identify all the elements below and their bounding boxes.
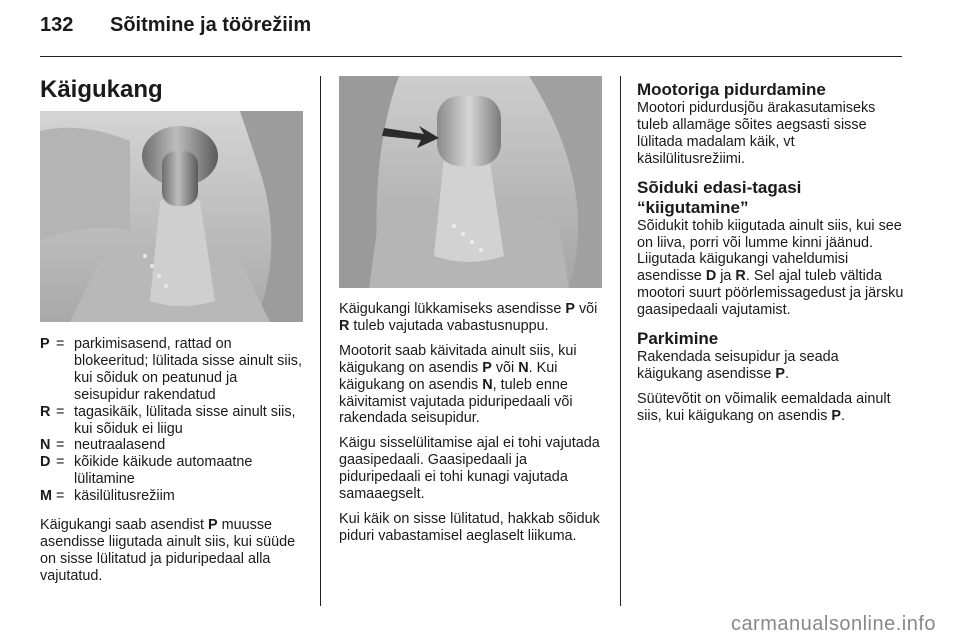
gear-lever-illustration <box>40 111 303 322</box>
paragraph: Käigukangi saab asendist P muusse asendisse liigutada ainult siis, kui süüde on sisse lülitatud ja piduripedaal alla vajutatud. <box>40 517 296 584</box>
gear-lever-photo <box>40 111 303 322</box>
section-title: Käigukang <box>40 76 163 103</box>
legend-item: P = parkimisasend, rattad on blokeeritud; lülitada sisse ainult siis, kui sõiduk on peatunud ja seisupidur rakendatud <box>40 336 302 403</box>
subsection-title: Parkimine <box>637 329 719 349</box>
header-rule <box>40 56 902 57</box>
column-divider-right <box>620 76 621 606</box>
right-column <box>637 80 905 433</box>
middle-column <box>339 301 604 553</box>
legend-item: R = tagasikäik, lülitada sisse ainult siis, kui sõiduk ei liigu <box>40 404 302 438</box>
chapter-title: Sõitmine ja töörežiim <box>110 14 312 36</box>
release-button-photo <box>339 76 602 288</box>
page-header <box>40 14 311 37</box>
page-number: 132 <box>40 14 74 36</box>
paragraph: Sõidukit tohib kiigutada ainult siis, kui see on liiva, porri või lumme kinni jäänud. Liigutada käigukangi vaheldumisi asendisse D ja R. Sel ajal tuleb vältida mootori suurt pöörlemissagedust ja järsku gaasipedaali vajutamist. <box>637 217 904 319</box>
legend-text: neutraalasend <box>74 437 166 454</box>
legend-key: D <box>40 454 51 471</box>
paragraph: Süütevõtit on võimalik eemaldada ainult siis, kui käigukang on asendis P. <box>637 390 891 424</box>
paragraph: Kui käik on sisse lülitatud, hakkab sõiduk piduri vabastamisel aeglaselt liikuma. <box>339 510 600 544</box>
paragraph: Käigu sisselülitamise ajal ei tohi vajutada gaasipedaali. Gaasipedaali ja piduripedaali ei tohi kunagi vajutada samaaegselt. <box>339 435 600 503</box>
column-divider-left <box>320 76 321 606</box>
paragraph: Mootorit saab käivitada ainult siis, kui käigukang on asendis P või N. Kui käigukang on asendis N, tuleb enne käivitamist vajutada piduripedaali või rakendada seisupidur. <box>339 342 577 427</box>
paragraph: Rakendada seisupidur ja seada käigukang asendisse P. <box>637 349 839 382</box>
legend-text: kõikide käikude automaatne lülitamine <box>74 454 253 488</box>
legend-key: N <box>40 437 51 454</box>
legend-text: tagasikäik, lülitada sisse ainult siis, kui sõiduk ei liigu <box>74 403 296 437</box>
legend-text: parkimisasend, rattad on blokeeritud; lülitada sisse ainult siis, kui sõiduk on peatunud ja seisupidur rakendatud <box>74 336 302 403</box>
legend-item: D = kõikide käikude automaatne lülitamine <box>40 454 302 488</box>
watermark[interactable]: carmanualsonline.info <box>730 613 936 635</box>
legend-key: R <box>40 403 51 420</box>
legend-key: P <box>40 336 50 352</box>
legend-text: käsilülitusrežiim <box>74 488 175 505</box>
paragraph: Mootori pidurdusjõu ärakasutamiseks tuleb allamäge sõites aegsasti sisse lülitada madalam käik, vt käsilülitusrežiimi. <box>637 100 876 167</box>
subsection-title: Mootoriga pidurdamine <box>637 80 826 99</box>
legend-key: M <box>40 488 52 505</box>
paragraph: Käigukangi lükkamiseks asendisse P või R tuleb vajutada vabastusnuppu. <box>339 301 598 334</box>
subsection-title: Sõiduki edasi-tagasi “kiigutamine” <box>637 177 802 217</box>
legend-item: N = neutraalasend <box>40 437 302 454</box>
release-button-illustration <box>339 76 602 288</box>
legend-list <box>40 336 302 593</box>
legend-item: M = käsilülitusrežiim <box>40 488 302 505</box>
